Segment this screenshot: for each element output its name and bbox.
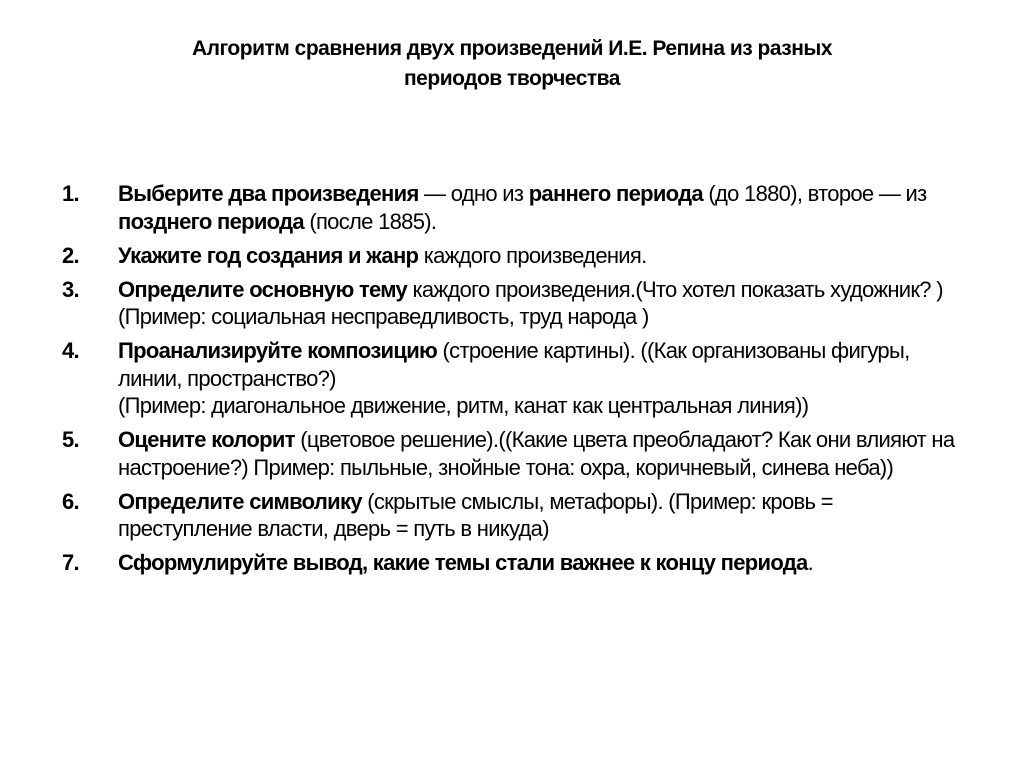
item-number: 6. [62, 488, 79, 514]
item-text: (строение картины). ((Как организованы фигуры, линии, пространство?) [118, 338, 910, 391]
item-number: 2. [62, 242, 79, 268]
emphasis-text: Сформулируйте вывод, какие темы стали важнее к концу периода [118, 550, 808, 575]
title-line-2: периодов творчества [404, 67, 620, 90]
item-text: (после 1885). [303, 208, 437, 234]
item-number: 4. [62, 338, 79, 363]
emphasis-text: Укажите год создания и жанр [118, 242, 419, 268]
item-text: (Пример: диагональное движение, ритм, канат как центральная линия)) [118, 393, 809, 418]
item-text: (цветовое решение).((Какие цвета преобладают? Как они влияют на настроение?) Пример: пыльные, знойные тона: охра, коричневый, синева неба)) [118, 427, 955, 480]
item-number: 1. [62, 181, 79, 206]
list-item [62, 180, 962, 235]
list-item [62, 549, 962, 577]
list-item [62, 337, 962, 420]
algorithm-steps-list [62, 180, 962, 583]
emphasis-text: Оцените колорит [118, 427, 295, 452]
list-item [62, 426, 962, 481]
item-text: каждого произведения. [418, 242, 647, 268]
list-item [62, 242, 962, 270]
item-text: — одно из [418, 181, 529, 206]
emphasis-text: раннего периода [528, 181, 703, 206]
item-text: (скрытые смыслы, метафоры). (Пример: кровь = преступление власти, дверь = путь в никуда) [118, 488, 833, 541]
item-text: (до 1880), второе — из [702, 181, 927, 206]
emphasis-text: Определите символику [118, 488, 362, 514]
list-item [62, 276, 962, 331]
slide-title [80, 34, 944, 94]
item-number: 3. [62, 276, 79, 302]
emphasis-text: позднего периода [118, 208, 304, 234]
emphasis-text: Выберите два произведения [118, 181, 419, 206]
emphasis-text: Проанализируйте композицию [118, 338, 438, 363]
item-number: 7. [62, 550, 79, 575]
emphasis-text: Определите основную тему [118, 276, 408, 302]
title-line-1: Алгоритм сравнения двух произведений И.Е. Репина из разных [191, 37, 833, 60]
item-text: . [807, 550, 814, 575]
list-item [62, 488, 962, 543]
item-text: каждого произведения.(Что хотел показать художник? )(Пример: социальная несправедливость, труд народа ) [118, 276, 943, 329]
item-number: 5. [62, 427, 79, 452]
